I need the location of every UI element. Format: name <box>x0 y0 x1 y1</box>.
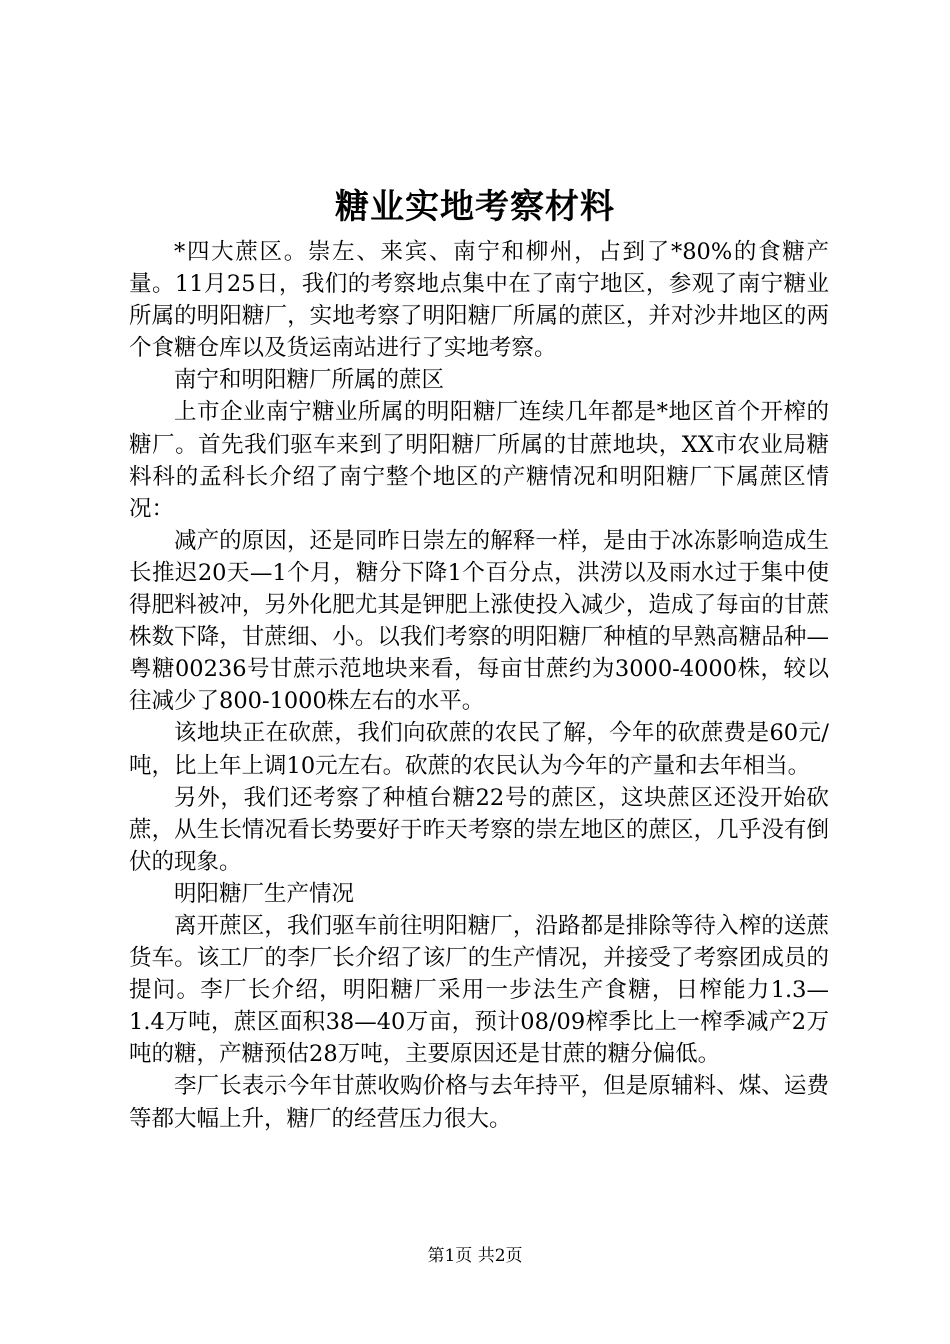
paragraph: 减产的原因，还是同昨日崇左的解释一样，是由于冰冻影响造成生长推迟20天—1个月，糖分下降1个百分点，洪涝以及雨水过于集中使得肥料被冲，另外化肥尤其是钾肥上涨使投入减少，造成了每亩的甘蔗株数下降，甘蔗细、小。以我们考察的明阳糖厂种植的早熟高糖品种—粤糖00236号甘蔗示范地块来看，每亩甘蔗约为3000-4000株，较以往减少了800-1000株左右的水平。 <box>129 527 829 715</box>
paragraph: 另外，我们还考察了种植台糖22号的蔗区，这块蔗区还没开始砍蔗，从生长情况看长势要好于昨天考察的崇左地区的蔗区，几乎没有倒伏的现象。 <box>129 784 829 875</box>
paragraph: 上市企业南宁糖业所属的明阳糖厂连续几年都是*地区首个开榨的糖厂。首先我们驱车来到了明阳糖厂所属的甘蔗地块，XX市农业局糖料科的孟科长介绍了南宁整个地区的产糖情况和明阳糖厂下属蔗区情况： <box>129 399 829 522</box>
section-heading: 南宁和明阳糖厂所属的蔗区 <box>174 367 445 394</box>
page-footer: 第1页 共2页 <box>427 1246 523 1266</box>
paragraph: 李厂长表示今年甘蔗收购价格与去年持平，但是原辅料、煤、运费等都大幅上升，糖厂的经营压力很大。 <box>129 1073 829 1132</box>
paragraph: 该地块正在砍蔗，我们向砍蔗的农民了解，今年的砍蔗费是60元/吨，比上年上调10元左右。砍蔗的农民认为今年的产量和去年相当。 <box>129 720 829 779</box>
section-heading: 明阳糖厂生产情况 <box>174 880 355 907</box>
paragraph: 离开蔗区，我们驱车前往明阳糖厂，沿路都是排除等待入榨的送蔗货车。该工厂的李厂长介绍了该厂的生产情况，并接受了考察团成员的提问。李厂长介绍，明阳糖厂采用一步法生产食糖，日榨能力1.3—1.4万吨，蔗区面积38—40万亩，预计08/09榨季比上一榨季减产2万吨的糖，产糖预估28万吨，主要原因还是甘蔗的糖分偏低。 <box>129 912 829 1068</box>
document-body <box>129 236 829 1135</box>
document-title: 糖业实地考察材料 <box>335 187 615 227</box>
paragraph: *四大蔗区。崇左、来宾、南宁和柳州，占到了*80%的食糖产量。11月25日，我们的考察地点集中在了南宁地区，参观了南宁糖业所属的明阳糖厂，实地考察了明阳糖厂所属的蔗区，并对沙井地区的两个食糖仓库以及货运南站进行了实地考察。 <box>129 239 829 362</box>
